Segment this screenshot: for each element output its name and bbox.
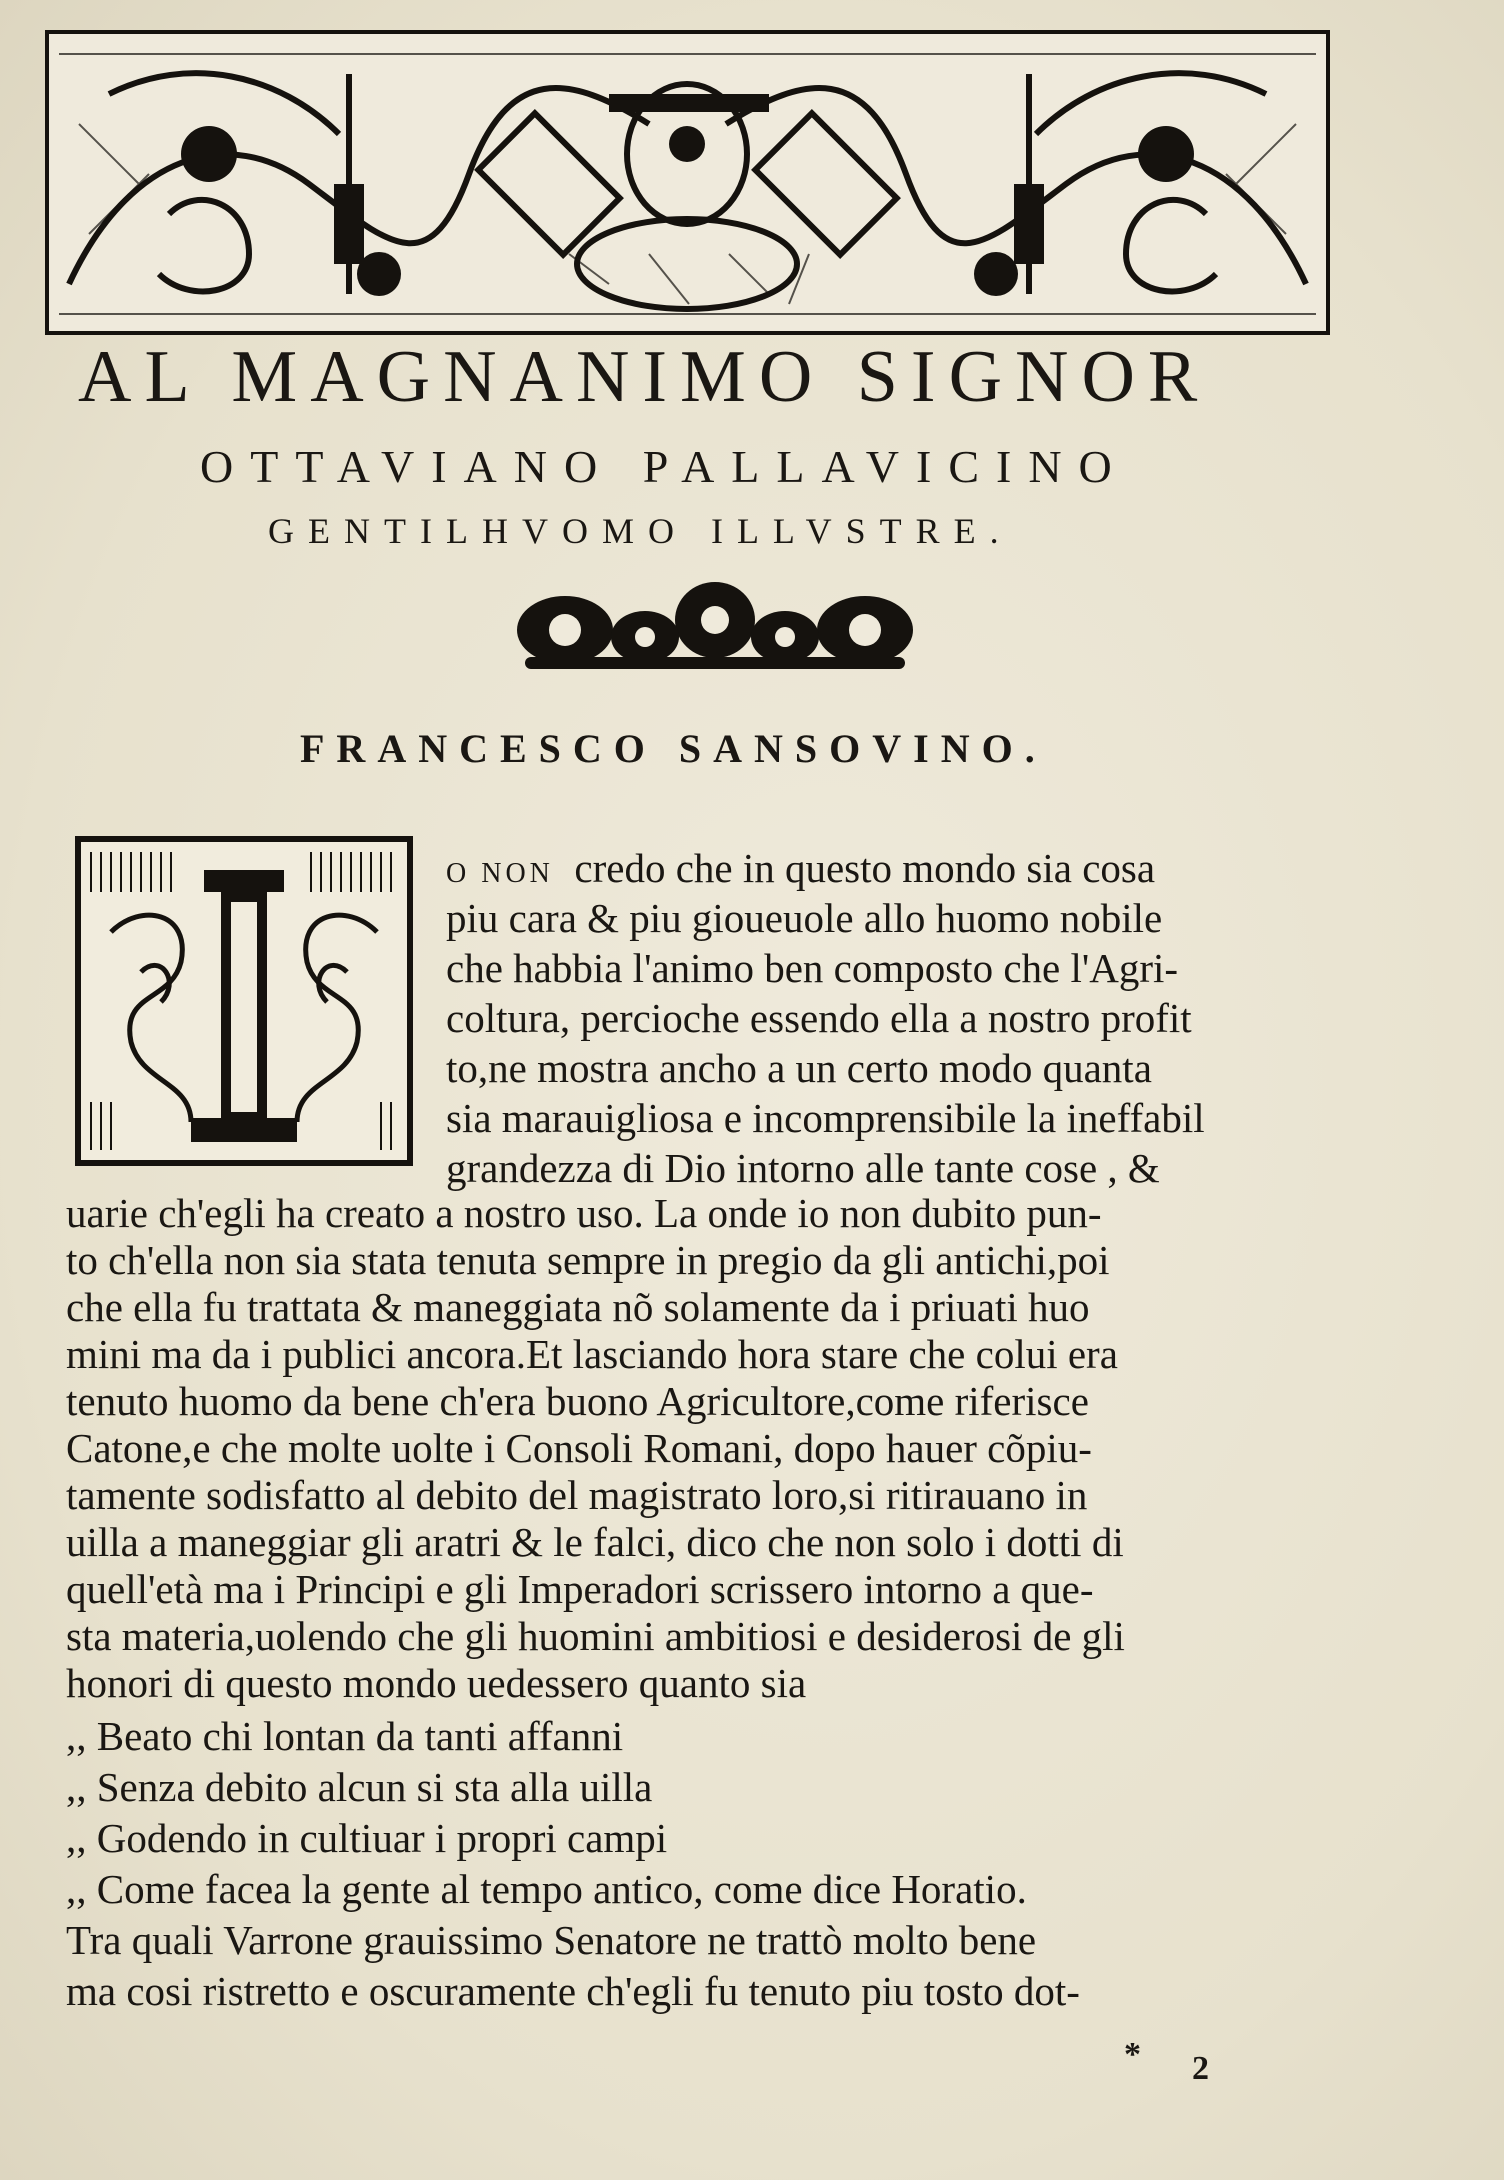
page-number: 2 — [1192, 2050, 1209, 2087]
text-line: tamente sodisfatto al debito del magistrato loro,si ritirauano in — [66, 1472, 1088, 1518]
text-line: ma cosi ristretto e oscuramente ch'egli fu tenuto piu tosto dot- — [66, 1968, 1080, 2014]
dedicatee-name: OTTAVIANO PALLAVICINO — [200, 441, 1129, 492]
dedication-heading: AL MAGNANIMO SIGNOR — [78, 336, 1211, 418]
text-line: honori di questo mondo uedessero quanto sia — [66, 1660, 807, 1706]
verse-line: ,, Come facea la gente al tempo antico, come dice Horatio. — [66, 1866, 1027, 1912]
dedicatee-title: GENTILHVOMO ILLVSTRE. — [268, 511, 1013, 551]
decorated-initial-I — [75, 836, 413, 1166]
text-line-content: credo che in questo mondo sia cosa — [574, 845, 1156, 891]
text-line: grandezza di Dio intorno alle tante cose , & — [446, 1145, 1160, 1191]
text-line: sta materia,uolendo che gli huomini ambitiosi e desiderosi de gli — [66, 1613, 1125, 1659]
text-line: uarie ch'egli ha creato a nostro uso. La onde io non dubito pun- — [66, 1190, 1102, 1236]
text-line: mini ma da i publici ancora.Et lasciando hora stare che colui era — [66, 1331, 1118, 1377]
verse-line: ,, Senza debito alcun si sta alla uilla — [66, 1764, 653, 1810]
text-line: to ch'ella non sia stata tenuta sempre in pregio da gli antichi,poi — [66, 1237, 1110, 1283]
text-line: Tra quali Varrone grauissimo Senatore ne trattò molto bene — [66, 1917, 1037, 1963]
text-line: sia marauigliosa e incomprensibile la ineffabil — [446, 1095, 1205, 1141]
text-line: che habbia l'animo ben composto che l'Agri- — [446, 945, 1179, 991]
text-line: tenuto huomo da bene ch'era buono Agricultore,come riferisce — [66, 1378, 1089, 1424]
text-line: che ella fu trattata & maneggiata nõ solamente da i priuati huo — [66, 1284, 1090, 1330]
text-line: quell'età ma i Principi e gli Imperadori scrissero intorno a que- — [66, 1566, 1094, 1612]
initial-letter-ornament — [81, 842, 407, 1160]
text-line: coltura, percioche essendo ella a nostro profit — [446, 995, 1192, 1041]
fleuron-ornament — [505, 575, 925, 685]
opening-smallcaps: O NON — [446, 858, 554, 889]
text-line: to,ne mostra ancho a un certo modo quanta — [446, 1045, 1152, 1091]
headpiece-ornament — [49, 34, 1326, 331]
signature-mark: * — [1124, 2036, 1141, 2073]
verse-line: ,, Beato chi lontan da tanti affanni — [66, 1713, 624, 1759]
text-line: uilla a maneggiar gli aratri & le falci, dico che non solo i dotti di — [66, 1519, 1124, 1565]
author-name: FRANCESCO SANSOVINO. — [300, 726, 1047, 771]
verse-line: ,, Godendo in cultiuar i propri campi — [66, 1815, 668, 1861]
text-line — [446, 845, 1156, 891]
text-line: Catone,e che molte uolte i Consoli Romani, dopo hauer cõpiu- — [66, 1425, 1092, 1471]
woodcut-headpiece — [45, 30, 1330, 335]
text-line: piu cara & piu gioueuole allo huomo nobile — [446, 895, 1163, 941]
